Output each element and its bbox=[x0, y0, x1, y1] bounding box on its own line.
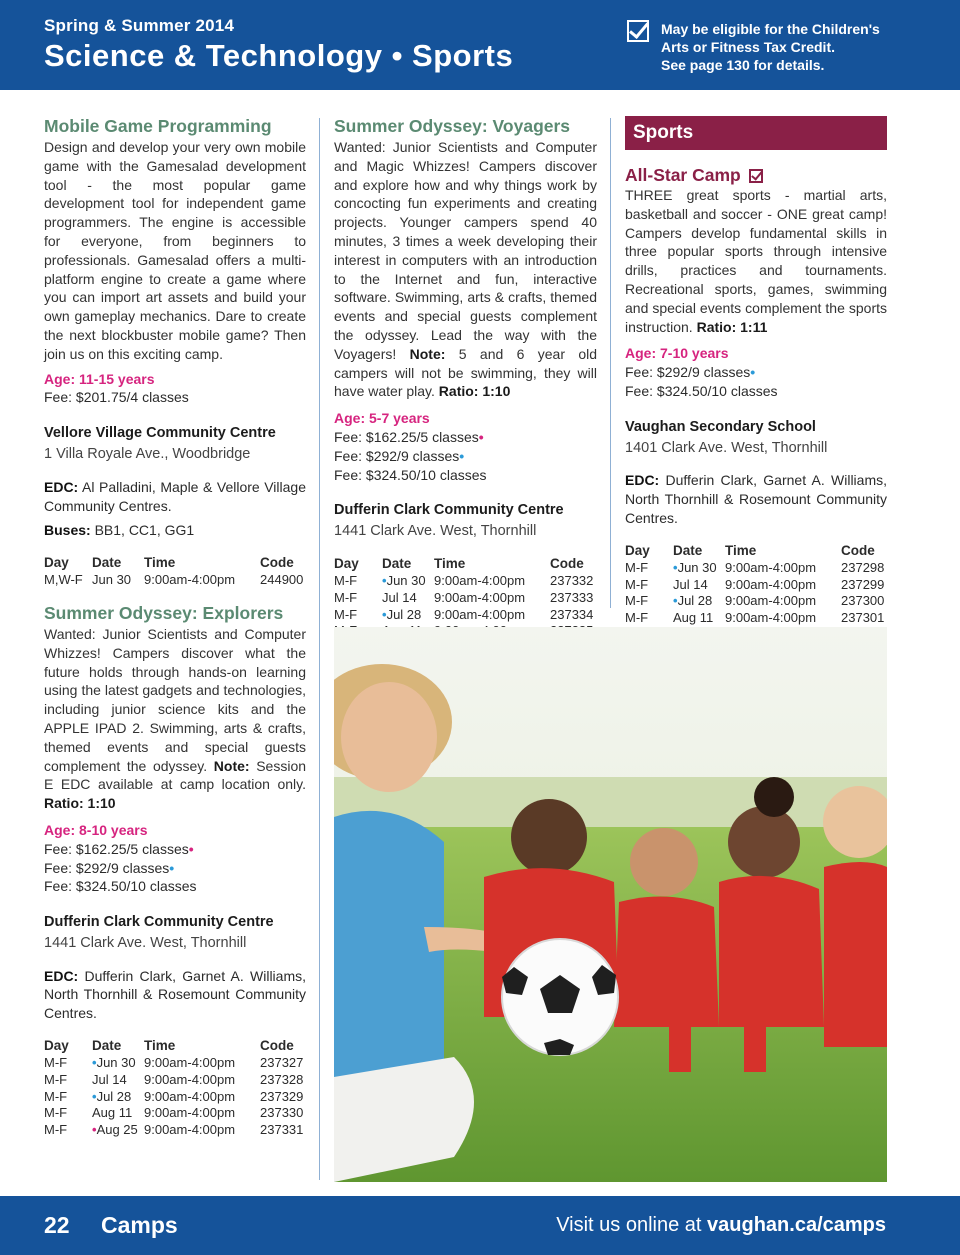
cell-time: 9:00am-4:00pm bbox=[725, 559, 817, 575]
cell-day bbox=[625, 610, 673, 627]
day-text: M-F bbox=[625, 576, 649, 592]
date-text: Aug 11 bbox=[673, 610, 714, 626]
edc-label: EDC: bbox=[625, 472, 660, 489]
day-text: M-F bbox=[334, 589, 358, 605]
cell-day bbox=[44, 1089, 92, 1106]
date-text: Jun 30 bbox=[386, 572, 426, 588]
edc-label: EDC: bbox=[44, 967, 79, 984]
age-range: Age: 11-15 years bbox=[44, 370, 155, 387]
table-row bbox=[44, 1122, 306, 1139]
cell-date bbox=[382, 573, 434, 590]
cell-date bbox=[92, 572, 144, 589]
schedule-table bbox=[44, 1037, 306, 1139]
cell-day bbox=[44, 572, 92, 589]
visit-line bbox=[556, 1214, 886, 1237]
course-description bbox=[625, 186, 887, 336]
fee-line bbox=[625, 382, 887, 401]
cell-code: 237333 bbox=[550, 589, 594, 605]
fee-list bbox=[625, 363, 887, 401]
cell-date bbox=[673, 560, 725, 577]
fee-line bbox=[334, 428, 597, 447]
edc-info bbox=[44, 967, 306, 1023]
session-marker: • bbox=[92, 1088, 97, 1104]
description-text: THREE great sports - martial arts, basketball and soccer - ONE great camp! Campers develop fundamental skills in three popular sports through intensive drills, practices and tournaments. Recreational sports, games, swimming and special events complement the sports instruction. bbox=[625, 187, 887, 335]
cell-date bbox=[92, 1072, 144, 1089]
course-description bbox=[44, 625, 306, 813]
cell-code: 237300 bbox=[841, 593, 885, 609]
date-text: Jul 28 bbox=[386, 606, 422, 622]
table-header-row bbox=[334, 555, 597, 573]
season-label: Spring & Summer 2014 bbox=[44, 16, 235, 35]
location-address: 1441 Clark Ave. West, Thornhill bbox=[44, 934, 247, 951]
tax-note-line: May be eligible for the Children's bbox=[661, 21, 880, 37]
cell-date bbox=[673, 593, 725, 610]
cell-time: 9:00am-4:00pm bbox=[434, 572, 526, 588]
cell-day bbox=[625, 577, 673, 594]
cell-day bbox=[44, 1072, 92, 1089]
date-text: Jun 30 bbox=[677, 559, 717, 575]
day-text: M-F bbox=[625, 559, 649, 575]
kids-soccer-photo bbox=[334, 627, 887, 1182]
session-marker: • bbox=[188, 840, 194, 857]
course-title-mobile-game: Mobile Game Programming bbox=[44, 116, 272, 136]
fee-list bbox=[44, 840, 306, 896]
bus-info bbox=[44, 521, 306, 540]
cell-time: 9:00am-4:00pm bbox=[144, 572, 236, 588]
table-row bbox=[625, 560, 887, 577]
page-header bbox=[0, 0, 960, 90]
location-address: 1441 Clark Ave. West, Thornhill bbox=[334, 523, 537, 540]
day-text: M-F bbox=[334, 606, 358, 622]
cell-time: 9:00am-4:00pm bbox=[725, 593, 817, 609]
fee-text: Fee: $324.50/10 classes bbox=[625, 382, 778, 399]
column-header: Code bbox=[550, 555, 584, 571]
cell-time: 9:00am-4:00pm bbox=[144, 1122, 236, 1138]
fee-line: Fee: $201.75/4 classes bbox=[44, 389, 189, 406]
course-title-all-star bbox=[625, 165, 887, 186]
cell-code: 237298 bbox=[841, 559, 885, 575]
table-row bbox=[625, 610, 887, 627]
course-description bbox=[334, 138, 597, 401]
day-text: M,W-F bbox=[44, 572, 83, 588]
date-text: Jul 28 bbox=[677, 593, 713, 609]
table-header-row bbox=[625, 542, 887, 560]
session-marker: • bbox=[459, 447, 465, 464]
edc-text: Al Palladini, Maple & Vellore Village Community Centres. bbox=[44, 478, 306, 514]
cell-day bbox=[334, 573, 382, 590]
table-row bbox=[44, 1089, 306, 1106]
column-header: Date bbox=[382, 555, 412, 571]
day-text: M-F bbox=[44, 1071, 68, 1087]
column-header: Date bbox=[92, 555, 122, 571]
description-text: Wanted: Junior Scientists and Computer and Magic Whizzes! Campers discover and explore how and why things work by concocting fun experiments and creating projects. Younger campers spend 40 minutes, 3 times a week developing their interest in computers with an introduction to the Internet and fun, interactive software. Swimming, arts & crafts, themed events and special guests complement the odyssey. Lead the way with the Voyagers! bbox=[334, 139, 597, 362]
location-address: 1401 Clark Ave. West, Thornhill bbox=[625, 439, 828, 456]
fee-line bbox=[625, 363, 887, 382]
column-header: Code bbox=[841, 542, 875, 558]
session-marker: • bbox=[750, 364, 756, 381]
column-header: Day bbox=[44, 1038, 69, 1054]
column-header: Time bbox=[144, 555, 176, 571]
location-name: Vaughan Secondary School bbox=[625, 418, 816, 435]
column-header: Time bbox=[725, 542, 757, 558]
cell-code: 237334 bbox=[550, 606, 594, 622]
table-row bbox=[334, 607, 597, 624]
column-header: Code bbox=[260, 555, 294, 571]
course-title-text: All-Star Camp bbox=[625, 165, 741, 185]
cell-day bbox=[44, 1122, 92, 1139]
date-text: Jul 14 bbox=[92, 1071, 127, 1087]
session-marker: • bbox=[382, 606, 387, 622]
schedule-table bbox=[625, 542, 887, 627]
note-label: Note: bbox=[213, 757, 250, 774]
checkbox-icon bbox=[749, 169, 763, 183]
session-marker: • bbox=[92, 1055, 97, 1071]
cell-date bbox=[673, 610, 725, 627]
fee-text: Fee: $324.50/10 classes bbox=[44, 878, 197, 895]
tax-note-line: Arts or Fitness Tax Credit. bbox=[661, 39, 836, 55]
column-divider bbox=[319, 118, 320, 1180]
cell-time: 9:00am-4:00pm bbox=[144, 1105, 236, 1121]
column-right bbox=[625, 116, 887, 627]
cell-day bbox=[334, 607, 382, 624]
buses-label: Buses: bbox=[44, 522, 91, 539]
age-range: Age: 5-7 years bbox=[334, 410, 430, 427]
cell-time: 9:00am-4:00pm bbox=[434, 606, 526, 622]
cell-day bbox=[625, 560, 673, 577]
table-row bbox=[334, 590, 597, 607]
description-text: Wanted: Junior Scientists and Computer Whizzes! Campers discover what the future holds through hands-on learning using the latest gadgets and technologies, including junior science kits and the APPLE IPAD 2. Swimming, arts & crafts, themed events and special guests complement the odyssey. bbox=[44, 625, 306, 774]
fee-text: Fee: $292/9 classes bbox=[334, 447, 460, 464]
date-text: Jun 30 bbox=[92, 572, 132, 588]
edc-text: Dufferin Clark, Garnet A. Williams, North Thornhill & Rosemount Community Centres. bbox=[625, 472, 888, 526]
cell-code: 244900 bbox=[260, 572, 304, 588]
column-header: Code bbox=[260, 1038, 294, 1054]
column-header: Day bbox=[625, 542, 650, 558]
fee-text: Fee: $324.50/10 classes bbox=[334, 466, 487, 483]
cell-time: 9:00am-4:00pm bbox=[725, 610, 817, 626]
cell-date bbox=[382, 590, 434, 607]
cell-code: 237299 bbox=[841, 576, 885, 592]
course-title-explorers: Summer Odyssey: Explorers bbox=[44, 602, 284, 623]
fee-line bbox=[334, 447, 597, 466]
cell-time: 9:00am-4:00pm bbox=[144, 1071, 236, 1087]
location-address: 1 Villa Royale Ave., Woodbridge bbox=[44, 445, 251, 462]
day-text: M-F bbox=[44, 1105, 68, 1121]
cell-date bbox=[673, 577, 725, 594]
column-header: Time bbox=[144, 1038, 176, 1054]
cell-code: 237301 bbox=[841, 610, 885, 626]
fee-text: Fee: $292/9 classes bbox=[44, 859, 170, 876]
note-label: Note: bbox=[409, 345, 446, 362]
location-name: Vellore Village Community Centre bbox=[44, 425, 276, 442]
edc-text: Dufferin Clark, Garnet A. Williams, North Thornhill & Rosemount Community Centres. bbox=[44, 967, 307, 1022]
checkbox-icon bbox=[627, 20, 649, 42]
photo-illustration bbox=[334, 627, 887, 1182]
cell-code: 237329 bbox=[260, 1088, 304, 1104]
fee-list bbox=[334, 428, 597, 484]
cell-day bbox=[44, 1055, 92, 1072]
column-left bbox=[44, 116, 306, 1139]
tax-credit-note bbox=[661, 20, 921, 74]
day-text: M-F bbox=[625, 593, 649, 609]
day-text: M-F bbox=[625, 610, 649, 626]
cell-date bbox=[92, 1105, 144, 1122]
column-header: Date bbox=[92, 1038, 122, 1054]
cell-date bbox=[92, 1122, 144, 1139]
session-marker: • bbox=[478, 428, 484, 445]
date-text: Jul 14 bbox=[382, 589, 417, 605]
fee-text: Fee: $162.25/5 classes bbox=[334, 428, 479, 445]
session-marker: • bbox=[169, 859, 175, 876]
page-title: Science & Technology • Sports bbox=[44, 38, 514, 73]
cell-code: 237331 bbox=[260, 1122, 304, 1138]
page-number: 22 bbox=[44, 1212, 70, 1238]
date-text: Aug 11 bbox=[92, 1105, 133, 1121]
edc-info bbox=[625, 471, 887, 527]
fee-text: Fee: $292/9 classes bbox=[625, 364, 751, 381]
column-divider bbox=[610, 118, 611, 608]
website-link[interactable]: vaughan.ca/camps bbox=[707, 1214, 886, 1236]
cell-day bbox=[334, 590, 382, 607]
course-description: Design and develop your very own mobile game with the Gamesalad development tool - the most popular game development tool for independent game programmers. The engine is accessible for everyone, from beginners to professionals. Gamesalad offers a multi-platform engine to create a game where you can import art assets and build your own gameplay mechanics. Dare to create the next blockbuster mobile game? Then join us on this exciting camp. bbox=[44, 139, 306, 362]
fee-line bbox=[44, 859, 306, 878]
age-range: Age: 8-10 years bbox=[44, 821, 148, 838]
cell-date bbox=[92, 1089, 144, 1106]
fee-text: Fee: $162.25/5 classes bbox=[44, 840, 189, 857]
cell-code: 237328 bbox=[260, 1071, 304, 1087]
table-row bbox=[44, 1072, 306, 1089]
table-header-row bbox=[44, 1037, 306, 1055]
page-footer bbox=[0, 1196, 960, 1255]
edc-info bbox=[44, 478, 306, 516]
day-text: M-F bbox=[334, 572, 358, 588]
location-name: Dufferin Clark Community Centre bbox=[44, 914, 274, 931]
cell-time: 9:00am-4:00pm bbox=[725, 576, 817, 592]
note-text: 5 and 6 year old campers will not be swimming, they will have water play. bbox=[334, 345, 598, 400]
cell-time: 9:00am-4:00pm bbox=[144, 1088, 236, 1104]
location-name: Dufferin Clark Community Centre bbox=[334, 502, 564, 519]
session-marker: • bbox=[92, 1122, 97, 1138]
cell-code: 237330 bbox=[260, 1105, 304, 1121]
table-row bbox=[44, 1055, 306, 1072]
fee-line bbox=[44, 840, 306, 859]
ratio-text: Ratio: 1:10 bbox=[438, 383, 511, 400]
date-text: Jul 28 bbox=[96, 1088, 132, 1104]
fee-line bbox=[334, 466, 597, 485]
age-range: Age: 7-10 years bbox=[625, 345, 729, 362]
session-marker: • bbox=[673, 559, 678, 575]
cell-code: 237332 bbox=[550, 572, 594, 588]
session-marker: • bbox=[382, 572, 387, 588]
date-text: Jun 30 bbox=[96, 1055, 136, 1071]
day-text: M-F bbox=[44, 1088, 68, 1104]
session-marker: • bbox=[673, 593, 678, 609]
cell-day bbox=[44, 1105, 92, 1122]
cell-day bbox=[625, 593, 673, 610]
buses-text: BB1, CC1, GG1 bbox=[94, 522, 195, 539]
ratio-text: Ratio: 1:10 bbox=[44, 795, 116, 812]
table-row bbox=[625, 593, 887, 610]
visit-prefix: Visit us online at bbox=[556, 1214, 708, 1236]
sports-section-banner: Sports bbox=[625, 116, 887, 150]
cell-time: 9:00am-4:00pm bbox=[434, 589, 526, 605]
column-middle bbox=[334, 116, 597, 657]
section-name: Camps bbox=[101, 1212, 178, 1238]
ratio-text: Ratio: 1:11 bbox=[696, 318, 768, 335]
table-header-row bbox=[44, 554, 306, 572]
table-row bbox=[44, 1105, 306, 1122]
table-row bbox=[625, 577, 887, 594]
edc-label: EDC: bbox=[44, 478, 79, 495]
fee-line bbox=[44, 877, 306, 896]
column-header: Time bbox=[434, 555, 466, 571]
column-header: Date bbox=[673, 542, 703, 558]
column-header: Day bbox=[334, 555, 359, 571]
date-text: Aug 25 bbox=[96, 1122, 138, 1138]
cell-time: 9:00am-4:00pm bbox=[144, 1055, 236, 1071]
note-text: Session E EDC available at camp location only. bbox=[44, 757, 307, 793]
course-title-voyagers: Summer Odyssey: Voyagers bbox=[334, 116, 571, 136]
schedule-table bbox=[44, 554, 306, 589]
cell-date bbox=[382, 607, 434, 624]
tax-note-line: See page 130 for details. bbox=[661, 57, 825, 73]
cell-date bbox=[92, 1055, 144, 1072]
table-row bbox=[44, 572, 306, 589]
cell-code: 237327 bbox=[260, 1055, 304, 1071]
column-header: Day bbox=[44, 555, 69, 571]
table-row bbox=[334, 573, 597, 590]
date-text: Jul 14 bbox=[673, 576, 708, 592]
day-text: M-F bbox=[44, 1122, 68, 1138]
day-text: M-F bbox=[44, 1055, 68, 1071]
